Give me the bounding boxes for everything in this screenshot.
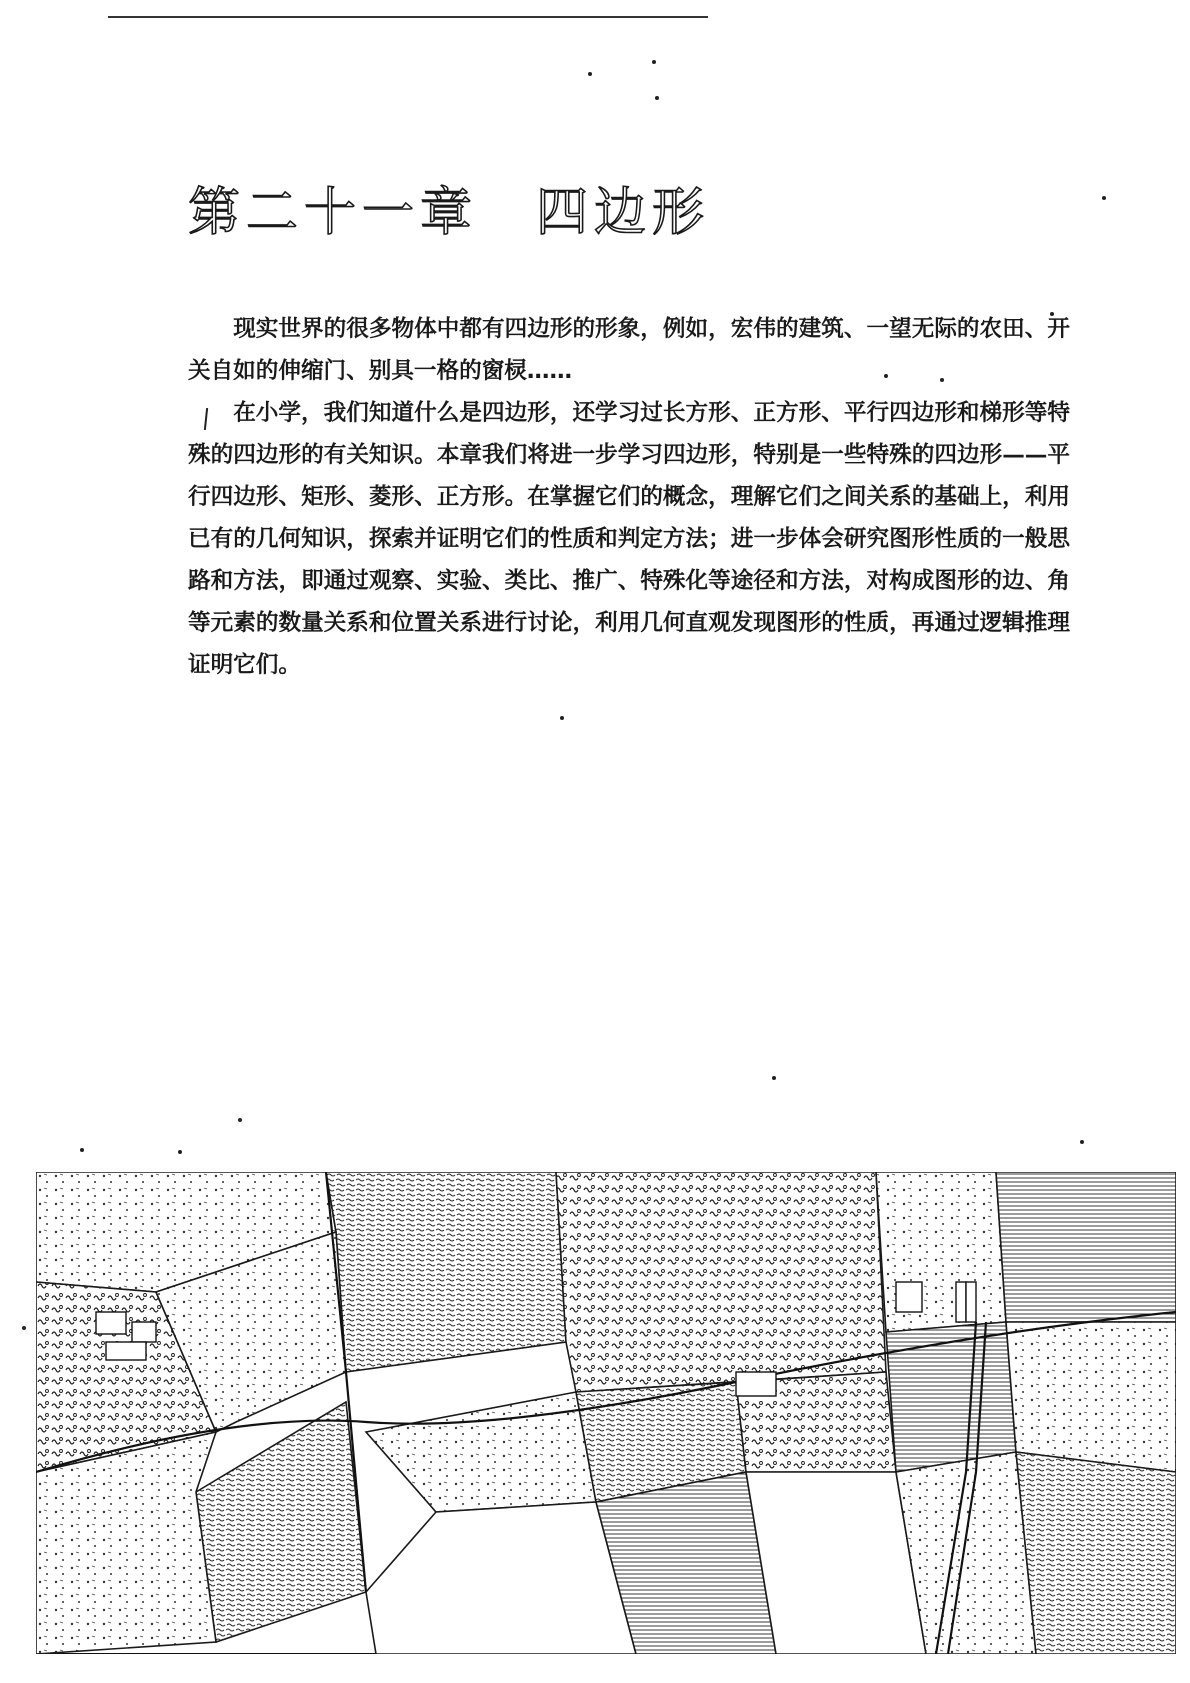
header-rule	[108, 16, 708, 18]
scan-speck	[1102, 196, 1106, 200]
scan-speck	[560, 716, 564, 720]
chapter-title	[188, 170, 710, 245]
field-parcels	[36, 1172, 1176, 1654]
farmland-illustration	[36, 1172, 1176, 1654]
aerial-farmland-photo	[36, 1172, 1176, 1654]
scan-speck	[238, 1118, 242, 1122]
scan-speck	[1080, 1140, 1084, 1144]
scan-speck	[178, 1150, 182, 1154]
intro-paragraph: 在小学，我们知道什么是四边形，还学习过长方形、正方形、平行四边形和梯形等特殊的四边形的有关知识。本章我们将进一步学习四边形，特别是一些特殊的四边形——平行四边形、矩形、菱形、正方形。在掌握它们的概念，理解它们之间关系的基础上，利用已有的几何知识，探索并证明它们的性质和判定方法；进一步体会研究图形性质的一般思路和方法，即通过观察、实验、类比、推广、特殊化等途径和方法，对构成图形的边、角等元素的数量关系和位置关系进行讨论，利用几何直观发现图形的性质，再通过逻辑推理证明它们。	[188, 400, 1070, 678]
chapter-introduction	[188, 308, 1070, 686]
scan-speck	[772, 1076, 776, 1080]
intro-paragraph: 现实世界的很多物体中都有四边形的形象，例如，宏伟的建筑、一望无际的农田、开关自如的伸缩门、别具一格的窗棂……	[188, 316, 1070, 384]
chapter-number: 第二十一章	[188, 183, 479, 243]
scan-speck	[22, 1326, 26, 1330]
scan-speck	[80, 1148, 84, 1152]
chapter-topic: 四边形	[536, 183, 711, 243]
scan-speck	[588, 72, 592, 76]
scan-speck	[652, 60, 656, 64]
scan-speck	[655, 96, 659, 100]
